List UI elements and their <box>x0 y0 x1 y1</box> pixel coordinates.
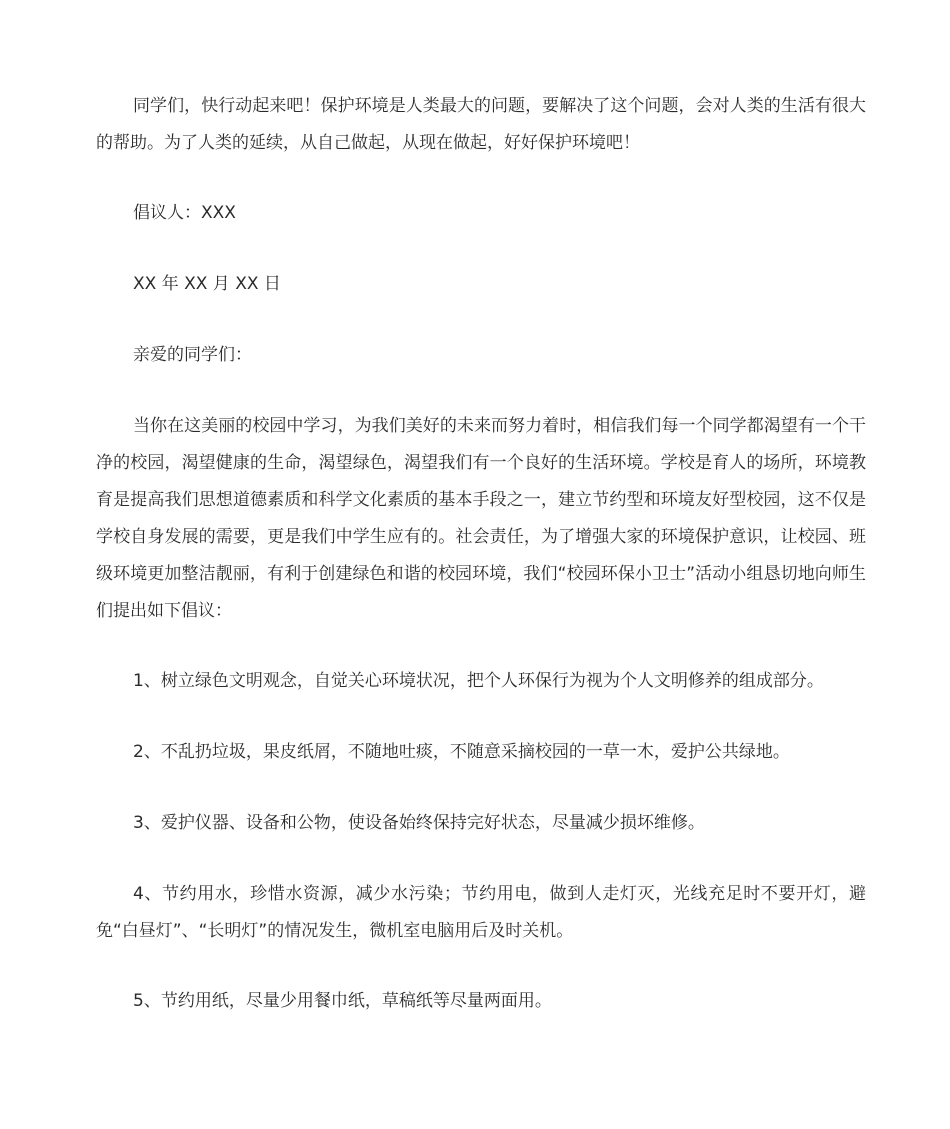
proposal-item: 4、节约用水，珍惜水资源，减少水污染；节约用电，做到人走灯灭，光线充足时不要开灯，避免“白昼灯”、“长明灯”的情况发生，微机室电脑用后及时关机。 <box>96 884 866 941</box>
proposal-item: 5、节约用纸，尽量少用餐巾纸，草稿纸等尽量两面用。 <box>133 991 552 1011</box>
intro-paragraph: 当你在这美丽的校园中学习，为我们美好的未来而努力着时，相信我们每一个同学都渴望有一个干净的校园，渴望健康的生命，渴望绿色，渴望我们有一个良好的生活环境。学校是育人的场所，环境教育是提高我们思想道德素质和科学文化素质的基本手段之一，建立节约型和环境友好型校园，这不仅是学校自身发展的需要，更是我们中学生应有的。社会责任，为了增强大家的环境保护意识，让校园、班级环境更加整洁靓丽，有利于创建绿色和谐的校园环境，我们“校园环保小卫士”活动小组恳切地向师生们提出如下倡议： <box>96 416 866 621</box>
proposal-item: 1、树立绿色文明观念，自觉关心环境状况，把个人环保行为视为个人文明修养的组成部分。 <box>133 671 824 691</box>
proposal-item: 2、不乱扔垃圾，果皮纸屑，不随地吐痰，不随意采摘校园的一草一木，爱护公共绿地。 <box>133 742 790 762</box>
proposal-item: 3、爱护仪器、设备和公物，使设备始终保持完好状态，尽量减少损坏维修。 <box>133 813 705 833</box>
date-line: XX 年 XX 月 XX 日 <box>133 274 281 294</box>
initiator-line: 倡议人：XXX <box>133 203 236 223</box>
document-body <box>96 88 866 1054</box>
closing-paragraph: 同学们，快行动起来吧！保护环境是人类最大的问题，要解决了这个问题，会对人类的生活有很大的帮助。为了人类的延续，从自己做起，从现在做起，好好保护环境吧！ <box>96 96 866 153</box>
salutation: 亲爱的同学们： <box>133 345 252 365</box>
